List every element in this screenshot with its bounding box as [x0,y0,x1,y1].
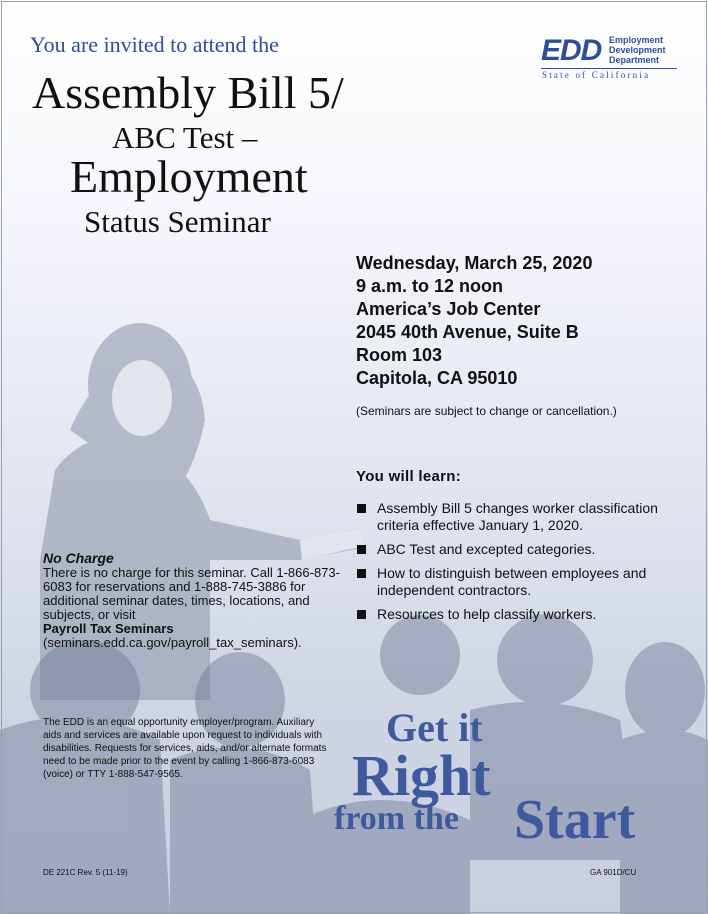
edd-logo-rule [541,68,677,69]
invite-line: You are invited to attend the [30,32,279,57]
learn-item-text: Resources to help classify workers. [377,606,597,622]
learn-item [356,500,676,534]
edd-logo-state: State of California [542,70,651,80]
payroll-tax-seminars-link[interactable]: Payroll Tax Seminars [43,621,174,636]
edd-logo-name [609,35,681,65]
square-bullet-icon [357,610,366,619]
edd-logo-name-line: Department [609,55,660,65]
no-charge-body: There is no charge for this seminar. Call 1-866-873-6083 for reservations and 1-888-745-3886 for additional seminar dates, times, locations, and subjects, or visit [43,565,340,622]
title-line-2: ABC Test – [112,120,258,155]
slogan-line-1: Get it [386,705,483,750]
event-venue: America’s Job Center [356,299,541,319]
slogan-line-4: Start [514,789,636,851]
slogan-line-3: from the [334,800,459,837]
event-disclaimer: (Seminars are subject to change or cancellation.) [356,404,617,418]
learn-item-text: Assembly Bill 5 changes worker classification criteria effective January 1, 2020. [377,500,658,533]
payroll-tax-seminars-url[interactable]: (seminars.edd.ca.gov/payroll_tax_seminars). [43,635,302,650]
learn-item [356,606,676,623]
event-details [356,252,592,390]
square-bullet-icon [357,504,366,513]
edd-logo-name-line: Employment [609,35,664,45]
event-room: Room 103 [356,345,443,365]
form-code: GA 901D/CU [590,868,637,877]
edd-logo-name-line: Development [609,45,666,55]
event-date: Wednesday, March 25, 2020 [356,253,593,273]
learn-item-text: ABC Test and excepted categories. [377,541,596,557]
event-address: 2045 40th Avenue, Suite B [356,322,579,342]
learn-item [356,565,676,599]
learn-heading: You will learn: [356,468,462,485]
title-line-4: Status Seminar [84,204,271,239]
slogan-line-2: Right [352,743,491,808]
title-line-3: Employment [70,151,308,202]
edd-logo [541,34,681,86]
event-city: Capitola, CA 95010 [356,368,518,388]
square-bullet-icon [357,545,366,554]
eeo-statement: The EDD is an equal opportunity employer/program. Auxiliary aids and services are available upon request to individuals with disabilities. Requests for services, aids, and/or alternate formats need to be made prior to the event by calling 1-866-873-6083 (voice) or TTY 1-888-547-9565. [43,717,327,780]
learn-item-text: How to distinguish between employees and independent contractors. [377,565,647,598]
no-charge-title: No Charge [43,550,114,566]
title-line-1: Assembly Bill 5/ [32,67,344,118]
square-bullet-icon [357,569,366,578]
learn-item [356,541,676,558]
form-id: DE 221C Rev. 5 (11-19) [43,868,128,877]
no-charge-section [43,551,343,650]
learn-list [356,500,676,630]
event-time: 9 a.m. to 12 noon [356,276,504,296]
edd-logo-mark: EDD [541,34,602,67]
